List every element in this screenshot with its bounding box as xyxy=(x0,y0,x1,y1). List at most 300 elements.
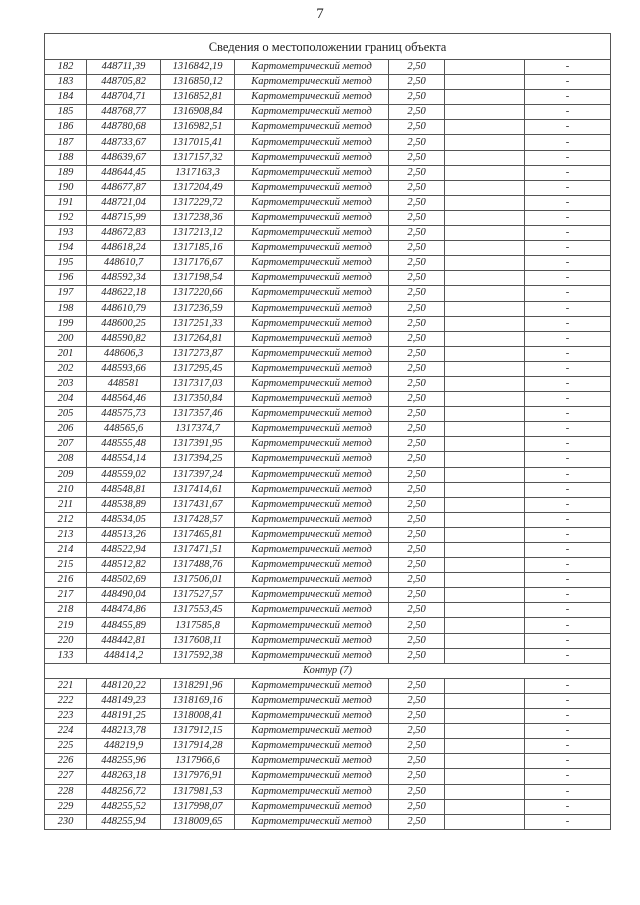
reserved-cell xyxy=(445,573,525,588)
method-cell: Картометрический метод xyxy=(235,422,389,437)
method-cell: Картометрический метод xyxy=(235,784,389,799)
page-number: 7 xyxy=(316,6,324,22)
reserved-cell xyxy=(445,376,525,391)
reserved-cell xyxy=(445,482,525,497)
description-cell: - xyxy=(525,467,611,482)
y-coordinate-cell: 1317264,81 xyxy=(161,331,235,346)
reserved-cell xyxy=(445,60,525,75)
table-row xyxy=(45,60,611,75)
y-coordinate-cell: 1317431,67 xyxy=(161,497,235,512)
point-number-cell: 194 xyxy=(45,241,87,256)
description-cell: - xyxy=(525,392,611,407)
accuracy-cell: 2,50 xyxy=(389,90,445,105)
description-cell: - xyxy=(525,407,611,422)
method-cell: Картометрический метод xyxy=(235,241,389,256)
description-cell: - xyxy=(525,105,611,120)
point-number-cell: 220 xyxy=(45,633,87,648)
reserved-cell xyxy=(445,271,525,286)
y-coordinate-cell: 1317914,28 xyxy=(161,739,235,754)
contour-row xyxy=(45,663,611,678)
accuracy-cell: 2,50 xyxy=(389,150,445,165)
y-coordinate-cell: 1317414,61 xyxy=(161,482,235,497)
x-coordinate-cell: 448474,86 xyxy=(87,603,161,618)
description-cell: - xyxy=(525,226,611,241)
reserved-cell xyxy=(445,90,525,105)
y-coordinate-cell: 1317608,11 xyxy=(161,633,235,648)
reserved-cell xyxy=(445,724,525,739)
description-cell: - xyxy=(525,603,611,618)
y-coordinate-cell: 1317015,41 xyxy=(161,135,235,150)
y-coordinate-cell: 1317912,15 xyxy=(161,724,235,739)
x-coordinate-cell: 448705,82 xyxy=(87,75,161,90)
point-number-cell: 209 xyxy=(45,467,87,482)
y-coordinate-cell: 1317198,54 xyxy=(161,271,235,286)
description-cell: - xyxy=(525,210,611,225)
reserved-cell xyxy=(445,150,525,165)
accuracy-cell: 2,50 xyxy=(389,588,445,603)
y-coordinate-cell: 1317204,49 xyxy=(161,180,235,195)
y-coordinate-cell: 1317592,38 xyxy=(161,648,235,663)
reserved-cell xyxy=(445,286,525,301)
point-number-cell: 191 xyxy=(45,195,87,210)
method-cell: Картометрический метод xyxy=(235,361,389,376)
reserved-cell xyxy=(445,497,525,512)
accuracy-cell: 2,50 xyxy=(389,558,445,573)
x-coordinate-cell: 448672,83 xyxy=(87,226,161,241)
accuracy-cell: 2,50 xyxy=(389,754,445,769)
accuracy-cell: 2,50 xyxy=(389,603,445,618)
table-row xyxy=(45,693,611,708)
method-cell: Картометрический метод xyxy=(235,195,389,210)
table-row xyxy=(45,497,611,512)
method-cell: Картометрический метод xyxy=(235,633,389,648)
table-row xyxy=(45,392,611,407)
reserved-cell xyxy=(445,452,525,467)
reserved-cell xyxy=(445,678,525,693)
y-coordinate-cell: 1317998,07 xyxy=(161,799,235,814)
y-coordinate-cell: 1317394,25 xyxy=(161,452,235,467)
x-coordinate-cell: 448255,94 xyxy=(87,814,161,829)
table-row xyxy=(45,361,611,376)
method-cell: Картометрический метод xyxy=(235,286,389,301)
description-cell: - xyxy=(525,678,611,693)
description-cell: - xyxy=(525,195,611,210)
table-row xyxy=(45,814,611,829)
method-cell: Картометрический метод xyxy=(235,769,389,784)
point-number-cell: 197 xyxy=(45,286,87,301)
accuracy-cell: 2,50 xyxy=(389,452,445,467)
y-coordinate-cell: 1317585,8 xyxy=(161,618,235,633)
accuracy-cell: 2,50 xyxy=(389,135,445,150)
method-cell: Картометрический метод xyxy=(235,407,389,422)
table-row xyxy=(45,150,611,165)
x-coordinate-cell: 448149,23 xyxy=(87,693,161,708)
y-coordinate-cell: 1317176,67 xyxy=(161,256,235,271)
table-row xyxy=(45,437,611,452)
description-cell: - xyxy=(525,361,611,376)
x-coordinate-cell: 448512,82 xyxy=(87,558,161,573)
method-cell: Картометрический метод xyxy=(235,724,389,739)
table-row xyxy=(45,271,611,286)
reserved-cell xyxy=(445,618,525,633)
y-coordinate-cell: 1317471,51 xyxy=(161,543,235,558)
description-cell: - xyxy=(525,60,611,75)
description-cell: - xyxy=(525,512,611,527)
x-coordinate-cell: 448644,45 xyxy=(87,165,161,180)
y-coordinate-cell: 1317163,3 xyxy=(161,165,235,180)
description-cell: - xyxy=(525,527,611,542)
description-cell: - xyxy=(525,331,611,346)
x-coordinate-cell: 448442,81 xyxy=(87,633,161,648)
y-coordinate-cell: 1317213,12 xyxy=(161,226,235,241)
method-cell: Картометрический метод xyxy=(235,527,389,542)
method-cell: Картометрический метод xyxy=(235,482,389,497)
reserved-cell xyxy=(445,558,525,573)
table-title: Сведения о местоположении границ объекта xyxy=(45,34,611,60)
y-coordinate-cell: 1318008,41 xyxy=(161,709,235,724)
description-cell: - xyxy=(525,497,611,512)
table-row xyxy=(45,331,611,346)
point-number-cell: 192 xyxy=(45,210,87,225)
description-cell: - xyxy=(525,709,611,724)
description-cell: - xyxy=(525,241,611,256)
x-coordinate-cell: 448219,9 xyxy=(87,739,161,754)
reserved-cell xyxy=(445,331,525,346)
method-cell: Картометрический метод xyxy=(235,543,389,558)
point-number-cell: 230 xyxy=(45,814,87,829)
description-cell: - xyxy=(525,422,611,437)
description-cell: - xyxy=(525,346,611,361)
point-number-cell: 213 xyxy=(45,527,87,542)
accuracy-cell: 2,50 xyxy=(389,648,445,663)
table-row xyxy=(45,376,611,391)
point-number-cell: 224 xyxy=(45,724,87,739)
description-cell: - xyxy=(525,180,611,195)
accuracy-cell: 2,50 xyxy=(389,195,445,210)
method-cell: Картометрический метод xyxy=(235,618,389,633)
method-cell: Картометрический метод xyxy=(235,648,389,663)
x-coordinate-cell: 448780,68 xyxy=(87,120,161,135)
x-coordinate-cell: 448256,72 xyxy=(87,784,161,799)
point-number-cell: 183 xyxy=(45,75,87,90)
point-number-cell: 202 xyxy=(45,361,87,376)
x-coordinate-cell: 448622,18 xyxy=(87,286,161,301)
x-coordinate-cell: 448704,71 xyxy=(87,90,161,105)
accuracy-cell: 2,50 xyxy=(389,316,445,331)
accuracy-cell: 2,50 xyxy=(389,678,445,693)
point-number-cell: 187 xyxy=(45,135,87,150)
method-cell: Картометрический метод xyxy=(235,512,389,527)
x-coordinate-cell: 448538,89 xyxy=(87,497,161,512)
table-row xyxy=(45,573,611,588)
reserved-cell xyxy=(445,361,525,376)
table-row xyxy=(45,558,611,573)
accuracy-cell: 2,50 xyxy=(389,407,445,422)
y-coordinate-cell: 1317553,45 xyxy=(161,603,235,618)
accuracy-cell: 2,50 xyxy=(389,105,445,120)
point-number-cell: 210 xyxy=(45,482,87,497)
x-coordinate-cell: 448581 xyxy=(87,376,161,391)
table-row xyxy=(45,286,611,301)
x-coordinate-cell: 448593,66 xyxy=(87,361,161,376)
table-title-row xyxy=(45,34,611,60)
description-cell: - xyxy=(525,769,611,784)
accuracy-cell: 2,50 xyxy=(389,618,445,633)
description-cell: - xyxy=(525,573,611,588)
table-row xyxy=(45,75,611,90)
reserved-cell xyxy=(445,105,525,120)
method-cell: Картометрический метод xyxy=(235,497,389,512)
y-coordinate-cell: 1317350,84 xyxy=(161,392,235,407)
description-cell: - xyxy=(525,165,611,180)
reserved-cell xyxy=(445,467,525,482)
accuracy-cell: 2,50 xyxy=(389,331,445,346)
reserved-cell xyxy=(445,195,525,210)
point-number-cell: 193 xyxy=(45,226,87,241)
point-number-cell: 200 xyxy=(45,331,87,346)
table-row xyxy=(45,754,611,769)
method-cell: Картометрический метод xyxy=(235,271,389,286)
description-cell: - xyxy=(525,256,611,271)
x-coordinate-cell: 448555,48 xyxy=(87,437,161,452)
reserved-cell xyxy=(445,135,525,150)
y-coordinate-cell: 1318291,96 xyxy=(161,678,235,693)
description-cell: - xyxy=(525,633,611,648)
accuracy-cell: 2,50 xyxy=(389,482,445,497)
reserved-cell xyxy=(445,437,525,452)
reserved-cell xyxy=(445,392,525,407)
table-row xyxy=(45,90,611,105)
table-row xyxy=(45,407,611,422)
description-cell: - xyxy=(525,618,611,633)
point-number-cell: 207 xyxy=(45,437,87,452)
x-coordinate-cell: 448522,94 xyxy=(87,543,161,558)
table-row xyxy=(45,648,611,663)
y-coordinate-cell: 1317185,16 xyxy=(161,241,235,256)
method-cell: Картометрический метод xyxy=(235,135,389,150)
accuracy-cell: 2,50 xyxy=(389,361,445,376)
x-coordinate-cell: 448639,67 xyxy=(87,150,161,165)
description-cell: - xyxy=(525,452,611,467)
x-coordinate-cell: 448606,3 xyxy=(87,346,161,361)
contour-label: Контур (7) xyxy=(45,663,611,678)
method-cell: Картометрический метод xyxy=(235,346,389,361)
table-row xyxy=(45,512,611,527)
reserved-cell xyxy=(445,709,525,724)
y-coordinate-cell: 1317488,76 xyxy=(161,558,235,573)
point-number-cell: 227 xyxy=(45,769,87,784)
accuracy-cell: 2,50 xyxy=(389,814,445,829)
table-row xyxy=(45,482,611,497)
description-cell: - xyxy=(525,150,611,165)
point-number-cell: 222 xyxy=(45,693,87,708)
method-cell: Картометрический метод xyxy=(235,376,389,391)
method-cell: Картометрический метод xyxy=(235,392,389,407)
point-number-cell: 201 xyxy=(45,346,87,361)
description-cell: - xyxy=(525,120,611,135)
table-row xyxy=(45,603,611,618)
point-number-cell: 133 xyxy=(45,648,87,663)
method-cell: Картометрический метод xyxy=(235,75,389,90)
x-coordinate-cell: 448414,2 xyxy=(87,648,161,663)
y-coordinate-cell: 1317527,57 xyxy=(161,588,235,603)
accuracy-cell: 2,50 xyxy=(389,346,445,361)
x-coordinate-cell: 448600,25 xyxy=(87,316,161,331)
accuracy-cell: 2,50 xyxy=(389,271,445,286)
method-cell: Картометрический метод xyxy=(235,467,389,482)
method-cell: Картометрический метод xyxy=(235,210,389,225)
point-number-cell: 228 xyxy=(45,784,87,799)
point-number-cell: 223 xyxy=(45,709,87,724)
table-row xyxy=(45,165,611,180)
table-row xyxy=(45,301,611,316)
accuracy-cell: 2,50 xyxy=(389,256,445,271)
reserved-cell xyxy=(445,120,525,135)
table-row xyxy=(45,467,611,482)
x-coordinate-cell: 448513,26 xyxy=(87,527,161,542)
x-coordinate-cell: 448618,24 xyxy=(87,241,161,256)
table-row xyxy=(45,241,611,256)
description-cell: - xyxy=(525,784,611,799)
point-number-cell: 221 xyxy=(45,678,87,693)
description-cell: - xyxy=(525,316,611,331)
y-coordinate-cell: 1317465,81 xyxy=(161,527,235,542)
description-cell: - xyxy=(525,693,611,708)
method-cell: Картометрический метод xyxy=(235,814,389,829)
reserved-cell xyxy=(445,75,525,90)
y-coordinate-cell: 1317273,87 xyxy=(161,346,235,361)
point-number-cell: 212 xyxy=(45,512,87,527)
x-coordinate-cell: 448559,02 xyxy=(87,467,161,482)
x-coordinate-cell: 448768,77 xyxy=(87,105,161,120)
reserved-cell xyxy=(445,226,525,241)
reserved-cell xyxy=(445,754,525,769)
method-cell: Картометрический метод xyxy=(235,754,389,769)
y-coordinate-cell: 1317236,59 xyxy=(161,301,235,316)
point-number-cell: 219 xyxy=(45,618,87,633)
method-cell: Картометрический метод xyxy=(235,165,389,180)
y-coordinate-cell: 1317251,33 xyxy=(161,316,235,331)
accuracy-cell: 2,50 xyxy=(389,467,445,482)
y-coordinate-cell: 1316850,12 xyxy=(161,75,235,90)
table-row xyxy=(45,588,611,603)
method-cell: Картометрический метод xyxy=(235,573,389,588)
y-coordinate-cell: 1317976,91 xyxy=(161,769,235,784)
accuracy-cell: 2,50 xyxy=(389,497,445,512)
y-coordinate-cell: 1317374,7 xyxy=(161,422,235,437)
y-coordinate-cell: 1317357,46 xyxy=(161,407,235,422)
accuracy-cell: 2,50 xyxy=(389,422,445,437)
point-number-cell: 216 xyxy=(45,573,87,588)
reserved-cell xyxy=(445,407,525,422)
accuracy-cell: 2,50 xyxy=(389,543,445,558)
point-number-cell: 189 xyxy=(45,165,87,180)
point-number-cell: 229 xyxy=(45,799,87,814)
x-coordinate-cell: 448548,81 xyxy=(87,482,161,497)
table-row xyxy=(45,543,611,558)
description-cell: - xyxy=(525,754,611,769)
reserved-cell xyxy=(445,180,525,195)
accuracy-cell: 2,50 xyxy=(389,709,445,724)
reserved-cell xyxy=(445,693,525,708)
table-row xyxy=(45,422,611,437)
description-cell: - xyxy=(525,482,611,497)
method-cell: Картометрический метод xyxy=(235,226,389,241)
x-coordinate-cell: 448721,04 xyxy=(87,195,161,210)
table-row xyxy=(45,618,611,633)
accuracy-cell: 2,50 xyxy=(389,241,445,256)
x-coordinate-cell: 448213,78 xyxy=(87,724,161,739)
reserved-cell xyxy=(445,301,525,316)
point-number-cell: 185 xyxy=(45,105,87,120)
table-row xyxy=(45,784,611,799)
reserved-cell xyxy=(445,784,525,799)
table-row xyxy=(45,678,611,693)
method-cell: Картометрический метод xyxy=(235,603,389,618)
point-number-cell: 195 xyxy=(45,256,87,271)
description-cell: - xyxy=(525,543,611,558)
x-coordinate-cell: 448455,89 xyxy=(87,618,161,633)
reserved-cell xyxy=(445,241,525,256)
method-cell: Картометрический метод xyxy=(235,452,389,467)
x-coordinate-cell: 448565,6 xyxy=(87,422,161,437)
table-row xyxy=(45,195,611,210)
method-cell: Картометрический метод xyxy=(235,180,389,195)
point-number-cell: 190 xyxy=(45,180,87,195)
x-coordinate-cell: 448711,39 xyxy=(87,60,161,75)
x-coordinate-cell: 448715,99 xyxy=(87,210,161,225)
point-number-cell: 208 xyxy=(45,452,87,467)
reserved-cell xyxy=(445,346,525,361)
y-coordinate-cell: 1317157,32 xyxy=(161,150,235,165)
accuracy-cell: 2,50 xyxy=(389,75,445,90)
description-cell: - xyxy=(525,286,611,301)
accuracy-cell: 2,50 xyxy=(389,633,445,648)
method-cell: Картометрический метод xyxy=(235,316,389,331)
y-coordinate-cell: 1317238,36 xyxy=(161,210,235,225)
x-coordinate-cell: 448677,87 xyxy=(87,180,161,195)
x-coordinate-cell: 448733,67 xyxy=(87,135,161,150)
point-number-cell: 218 xyxy=(45,603,87,618)
reserved-cell xyxy=(445,739,525,754)
point-number-cell: 205 xyxy=(45,407,87,422)
method-cell: Картометрический метод xyxy=(235,558,389,573)
y-coordinate-cell: 1316982,51 xyxy=(161,120,235,135)
accuracy-cell: 2,50 xyxy=(389,165,445,180)
accuracy-cell: 2,50 xyxy=(389,437,445,452)
reserved-cell xyxy=(445,422,525,437)
method-cell: Картометрический метод xyxy=(235,150,389,165)
table-row xyxy=(45,709,611,724)
y-coordinate-cell: 1318009,65 xyxy=(161,814,235,829)
description-cell: - xyxy=(525,271,611,286)
description-cell: - xyxy=(525,90,611,105)
accuracy-cell: 2,50 xyxy=(389,724,445,739)
point-number-cell: 204 xyxy=(45,392,87,407)
reserved-cell xyxy=(445,527,525,542)
y-coordinate-cell: 1316842,19 xyxy=(161,60,235,75)
y-coordinate-cell: 1317220,66 xyxy=(161,286,235,301)
accuracy-cell: 2,50 xyxy=(389,799,445,814)
x-coordinate-cell: 448502,69 xyxy=(87,573,161,588)
x-coordinate-cell: 448534,05 xyxy=(87,512,161,527)
method-cell: Картометрический метод xyxy=(235,437,389,452)
table-row xyxy=(45,346,611,361)
y-coordinate-cell: 1317295,45 xyxy=(161,361,235,376)
y-coordinate-cell: 1317966,6 xyxy=(161,754,235,769)
accuracy-cell: 2,50 xyxy=(389,301,445,316)
method-cell: Картометрический метод xyxy=(235,256,389,271)
